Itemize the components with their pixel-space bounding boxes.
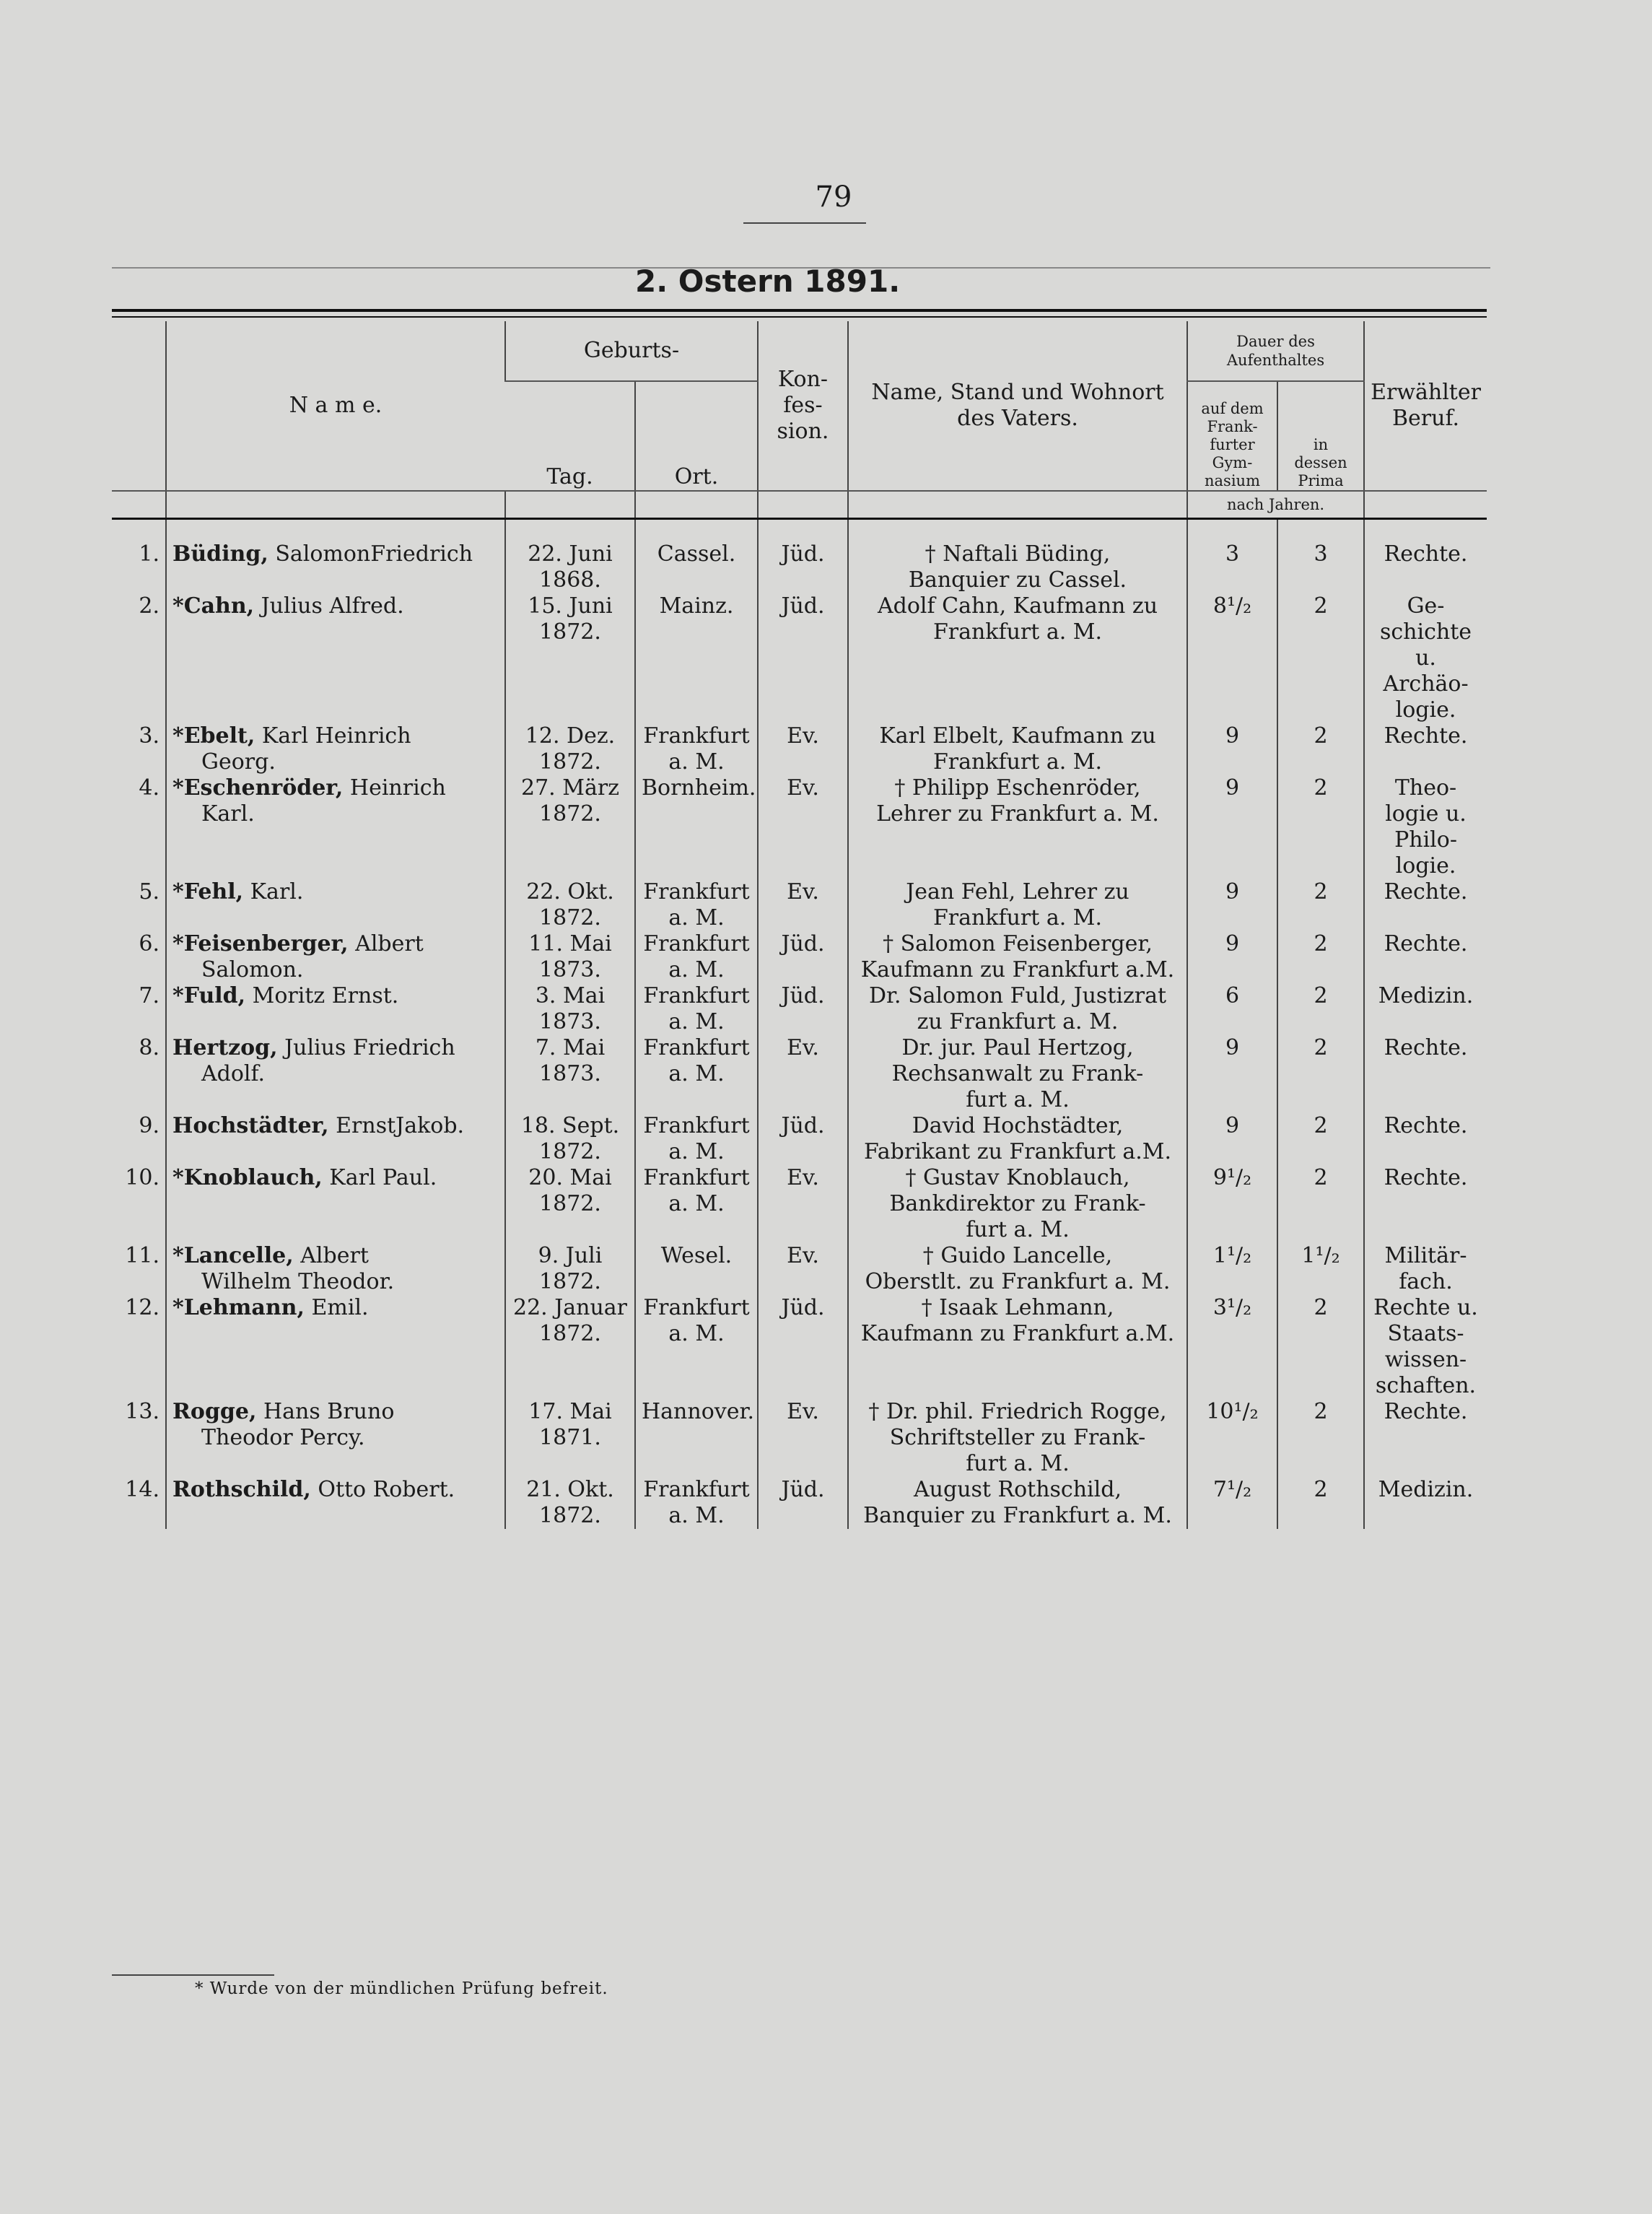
header-spacer (758, 491, 848, 519)
birth-place: Wesel. (635, 1243, 758, 1295)
header-spacer (166, 491, 505, 519)
row-number: 5. (139, 879, 159, 905)
confession: Jüd. (758, 1113, 848, 1165)
birth-place: Hannover. (635, 1399, 758, 1477)
page-number-rule (743, 222, 866, 224)
years-prima: 2 (1277, 1113, 1364, 1165)
father-info: † Guido Lancelle, Oberstlt. zu Frankfurt a. M. (848, 1243, 1187, 1295)
father-info: † Gustav Knoblauch, Bankdirektor zu Frank- furt a. M. (848, 1165, 1187, 1243)
student-given-names: Karl Paul. (329, 1165, 437, 1190)
student-surname: *Fehl, (172, 879, 244, 905)
header-by-years: nach Jahren. (1187, 491, 1364, 519)
confession: Jüd. (758, 931, 848, 983)
student-given-names-continued: Adolf. (201, 1061, 266, 1086)
student-name (166, 983, 505, 1035)
chosen-career: Rechte. (1364, 1035, 1487, 1113)
section-title: 2. Ostern 1891. (635, 263, 901, 299)
student-given-names: Karl Heinrich (261, 723, 411, 749)
years-prima: 2 (1277, 593, 1364, 723)
header-birth-place: Ort. (635, 381, 758, 491)
years-prima: 1¹/₂ (1277, 1243, 1364, 1295)
header-name: N a m e. (166, 321, 505, 491)
father-info: † Isaak Lehmann, Kaufmann zu Frankfurt a.M. (848, 1295, 1187, 1399)
father-info: Jean Fehl, Lehrer zu Frankfurt a. M. (848, 879, 1187, 931)
student-given-names: Hans Bruno (263, 1399, 395, 1424)
years-prima: 2 (1277, 1165, 1364, 1243)
chosen-career: Medizin. (1364, 983, 1487, 1035)
birth-date: 17. Mai 1871. (505, 1399, 635, 1477)
table-row (112, 1243, 1487, 1295)
student-given-names: SalomonFriedrich (275, 541, 473, 567)
student-given-names-continued: Salomon. (201, 957, 304, 982)
footnote: * Wurde von der mündlichen Prüfung befreit. (195, 1979, 608, 1998)
confession: Ev. (758, 1165, 848, 1243)
student-name (166, 1399, 505, 1477)
birth-place: Frankfurt a. M. (635, 1165, 758, 1243)
table-row (112, 931, 1487, 983)
student-given-names: Moritz Ernst. (252, 983, 399, 1008)
row-number: 10. (125, 1165, 159, 1190)
years-gymnasium: 9 (1187, 723, 1277, 775)
row-number: 13. (125, 1399, 159, 1424)
birth-date: 12. Dez. 1872. (505, 723, 635, 775)
years-gymnasium: 10¹/₂ (1187, 1399, 1277, 1477)
chosen-career: Rechte. (1364, 879, 1487, 931)
row-number: 4. (139, 775, 159, 801)
father-info: † Salomon Feisenberger, Kaufmann zu Frankfurt a.M. (848, 931, 1187, 983)
header-number (112, 321, 166, 491)
years-prima: 2 (1277, 1035, 1364, 1113)
years-gymnasium: 3¹/₂ (1187, 1295, 1277, 1399)
header-spacer (1364, 491, 1487, 519)
table-row (112, 723, 1487, 775)
chosen-career: Rechte. (1364, 1165, 1487, 1243)
header-spacer (112, 491, 166, 519)
father-info: † Dr. phil. Friedrich Rogge, Schriftsteller zu Frank- furt a. M. (848, 1399, 1187, 1477)
student-surname: *Feisenberger, (172, 931, 349, 956)
student-surname: *Ebelt, (172, 723, 255, 749)
confession: Jüd. (758, 983, 848, 1035)
row-number: 6. (139, 931, 159, 956)
student-name (166, 1165, 505, 1243)
student-surname: Rothschild, (172, 1477, 311, 1502)
header-father: Name, Stand und Wohnort des Vaters. (848, 321, 1187, 491)
row-number: 12. (125, 1295, 159, 1320)
header-rule-thin (112, 316, 1487, 318)
student-given-names: Emil. (311, 1295, 369, 1320)
birth-place: Cassel. (635, 519, 758, 594)
student-name (166, 879, 505, 931)
student-given-names: Albert (300, 1243, 369, 1268)
header-spacer (505, 491, 635, 519)
row-number: 11. (125, 1243, 159, 1268)
header-career: Erwählter Beruf. (1364, 321, 1487, 491)
header-birth-day: Tag. (505, 381, 635, 491)
table-row (112, 775, 1487, 879)
header-duration: Dauer des Aufenthaltes (1187, 321, 1364, 381)
chosen-career: Ge- schichte u. Archäo- logie. (1364, 593, 1487, 723)
confession: Ev. (758, 1243, 848, 1295)
birth-place: Frankfurt a. M. (635, 983, 758, 1035)
student-name (166, 1243, 505, 1295)
confession: Ev. (758, 1035, 848, 1113)
birth-place: Frankfurt a. M. (635, 1113, 758, 1165)
chosen-career: Theo- logie u. Philo- logie. (1364, 775, 1487, 879)
table-row (112, 1399, 1487, 1477)
years-prima: 2 (1277, 931, 1364, 983)
years-gymnasium: 9 (1187, 775, 1277, 879)
table-row (112, 1295, 1487, 1399)
student-given-names-continued: Karl. (201, 801, 255, 827)
confession: Ev. (758, 879, 848, 931)
years-prima: 2 (1277, 775, 1364, 879)
student-surname: Hertzog, (172, 1035, 278, 1060)
row-number: 2. (139, 593, 159, 619)
student-surname: *Fuld, (172, 983, 246, 1008)
chosen-career: Rechte. (1364, 723, 1487, 775)
student-given-names: Karl. (250, 879, 304, 905)
confession: Ev. (758, 723, 848, 775)
row-number: 1. (139, 541, 159, 567)
header-birth: Geburts- (505, 321, 758, 381)
birth-date: 21. Okt. 1872. (505, 1477, 635, 1529)
years-prima: 2 (1277, 723, 1364, 775)
table-row (112, 519, 1487, 594)
confession: Jüd. (758, 519, 848, 594)
student-given-names: Otto Robert. (318, 1477, 455, 1502)
student-name (166, 723, 505, 775)
student-name (166, 1035, 505, 1113)
student-given-names: ErnstJakob. (336, 1113, 465, 1138)
birth-place: Frankfurt a. M. (635, 1295, 758, 1399)
years-gymnasium: 1¹/₂ (1187, 1243, 1277, 1295)
row-number: 3. (139, 723, 159, 749)
father-info: Karl Elbelt, Kaufmann zu Frankfurt a. M. (848, 723, 1187, 775)
years-gymnasium: 6 (1187, 983, 1277, 1035)
header-rule-thick (112, 309, 1487, 312)
student-surname: *Cahn, (172, 593, 255, 619)
student-name (166, 1295, 505, 1399)
student-given-names: Heinrich (349, 775, 446, 801)
years-gymnasium: 9¹/₂ (1187, 1165, 1277, 1243)
chosen-career: Rechte. (1364, 1113, 1487, 1165)
years-prima: 2 (1277, 1477, 1364, 1529)
row-number: 9. (139, 1113, 159, 1138)
father-info: † Naftali Büding, Banquier zu Cassel. (848, 519, 1187, 594)
student-surname: Büding, (172, 541, 268, 567)
student-given-names-continued: Theodor Percy. (201, 1425, 365, 1450)
table-row (112, 1165, 1487, 1243)
table-row (112, 1477, 1487, 1529)
student-name (166, 1113, 505, 1165)
student-given-names-continued: Georg. (201, 749, 276, 775)
birth-place: Bornheim. (635, 775, 758, 879)
birth-place: Frankfurt a. M. (635, 1477, 758, 1529)
student-given-names: Julius Friedrich (284, 1035, 455, 1060)
years-gymnasium: 9 (1187, 1113, 1277, 1165)
birth-place: Frankfurt a. M. (635, 1035, 758, 1113)
student-name (166, 931, 505, 983)
confession: Jüd. (758, 1477, 848, 1529)
student-surname: *Eschenröder, (172, 775, 344, 801)
row-number: 7. (139, 983, 159, 1008)
birth-place: Mainz. (635, 593, 758, 723)
birth-date: 9. Juli 1872. (505, 1243, 635, 1295)
confession: Ev. (758, 1399, 848, 1477)
birth-date: 18. Sept. 1872. (505, 1113, 635, 1165)
birth-date: 7. Mai 1873. (505, 1035, 635, 1113)
student-name (166, 593, 505, 723)
row-number: 8. (139, 1035, 159, 1060)
confession: Ev. (758, 775, 848, 879)
birth-date: 15. Juni 1872. (505, 593, 635, 723)
header-spacer (635, 491, 758, 519)
student-register-table (112, 321, 1487, 1529)
student-surname: *Lehmann, (172, 1295, 305, 1320)
birth-date: 22. Okt. 1872. (505, 879, 635, 931)
confession: Jüd. (758, 1295, 848, 1399)
footnote-rule (112, 1974, 274, 1976)
father-info: Dr. Salomon Fuld, Justizrat zu Frankfurt a. M. (848, 983, 1187, 1035)
header-confession: Kon- fes- sion. (758, 321, 848, 491)
birth-date: 22. Juni 1868. (505, 519, 635, 594)
row-number: 14. (125, 1477, 159, 1502)
student-surname: *Lancelle, (172, 1243, 294, 1268)
birth-date: 3. Mai 1873. (505, 983, 635, 1035)
chosen-career: Rechte. (1364, 1399, 1487, 1477)
table-row (112, 1035, 1487, 1113)
chosen-career: Militär- fach. (1364, 1243, 1487, 1295)
table-row (112, 983, 1487, 1035)
years-prima: 2 (1277, 879, 1364, 931)
header-spacer (848, 491, 1187, 519)
student-surname: Rogge, (172, 1399, 257, 1424)
student-given-names: Julius Alfred. (261, 593, 404, 619)
birth-place: Frankfurt a. M. (635, 931, 758, 983)
student-name (166, 775, 505, 879)
years-gymnasium: 8¹/₂ (1187, 593, 1277, 723)
header-years-prima: in dessen Prima (1277, 381, 1364, 491)
chosen-career: Rechte u. Staats- wissen- schaften. (1364, 1295, 1487, 1399)
student-name (166, 519, 505, 594)
student-name (166, 1477, 505, 1529)
father-info: Dr. jur. Paul Hertzog, Rechsanwalt zu Frank- furt a. M. (848, 1035, 1187, 1113)
father-info: David Hochstädter, Fabrikant zu Frankfurt a.M. (848, 1113, 1187, 1165)
chosen-career: Medizin. (1364, 1477, 1487, 1529)
years-prima: 3 (1277, 519, 1364, 594)
father-info: † Philipp Eschenröder, Lehrer zu Frankfurt a. M. (848, 775, 1187, 879)
years-prima: 2 (1277, 1295, 1364, 1399)
years-gymnasium: 9 (1187, 931, 1277, 983)
years-gymnasium: 7¹/₂ (1187, 1477, 1277, 1529)
years-prima: 2 (1277, 983, 1364, 1035)
student-given-names-continued: Wilhelm Theodor. (201, 1269, 395, 1294)
table-row (112, 879, 1487, 931)
student-surname: Hochstädter, (172, 1113, 329, 1138)
student-given-names: Albert (355, 931, 424, 956)
register-body (112, 519, 1487, 1530)
student-surname: *Knoblauch, (172, 1165, 323, 1190)
birth-date: 27. März 1872. (505, 775, 635, 879)
chosen-career: Rechte. (1364, 519, 1487, 594)
confession: Jüd. (758, 593, 848, 723)
father-info: August Rothschild, Banquier zu Frankfurt a. M. (848, 1477, 1187, 1529)
page-number: 79 (815, 180, 852, 214)
header-years-gymnasium: auf dem Frank- furter Gym- nasium (1187, 381, 1277, 491)
birth-date: 11. Mai 1873. (505, 931, 635, 983)
years-prima: 2 (1277, 1399, 1364, 1477)
birth-place: Frankfurt a. M. (635, 879, 758, 931)
birth-place: Frankfurt a. M. (635, 723, 758, 775)
birth-date: 20. Mai 1872. (505, 1165, 635, 1243)
table-row (112, 1113, 1487, 1165)
birth-date: 22. Januar 1872. (505, 1295, 635, 1399)
years-gymnasium: 3 (1187, 519, 1277, 594)
years-gymnasium: 9 (1187, 879, 1277, 931)
years-gymnasium: 9 (1187, 1035, 1277, 1113)
table-row (112, 593, 1487, 723)
father-info: Adolf Cahn, Kaufmann zu Frankfurt a. M. (848, 593, 1187, 723)
chosen-career: Rechte. (1364, 931, 1487, 983)
